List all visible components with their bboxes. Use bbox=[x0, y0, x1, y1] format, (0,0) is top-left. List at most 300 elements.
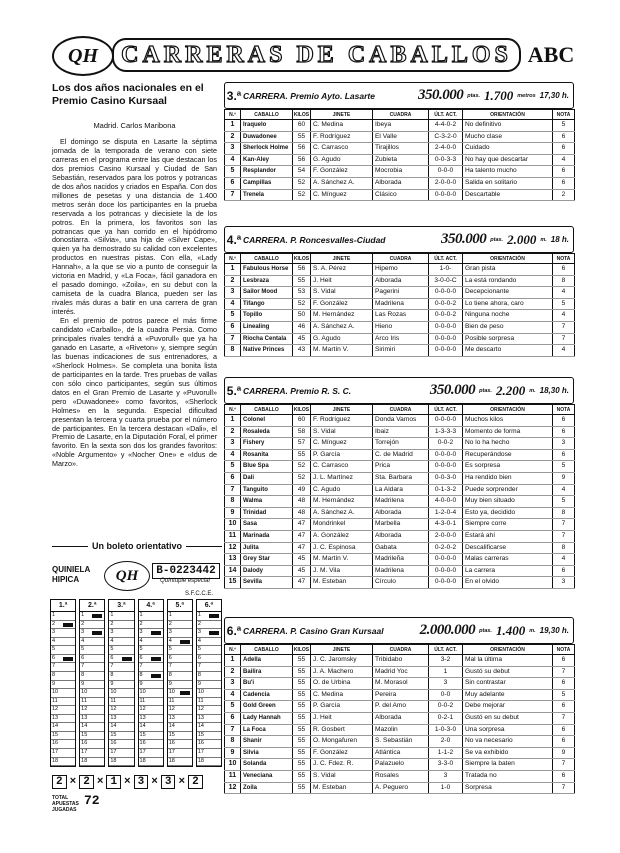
table-row bbox=[225, 298, 575, 310]
quiniela-logo: QH bbox=[104, 561, 150, 591]
column-header: KILOS bbox=[293, 406, 310, 413]
tally-value: 3 bbox=[161, 775, 176, 789]
table-row bbox=[225, 177, 575, 189]
prediction: No definitivo bbox=[463, 120, 553, 132]
table-row bbox=[225, 264, 575, 276]
quiniela-cell: 2 bbox=[109, 621, 133, 630]
stable: Donda Vamos bbox=[373, 415, 429, 427]
quiniela-cell: 4 bbox=[109, 638, 133, 647]
horse-name: Kan-Aley bbox=[241, 154, 293, 166]
quiniela-cell: 14 bbox=[139, 723, 163, 732]
prediction: Momento de forma bbox=[463, 426, 553, 438]
weight-kilos: 57 bbox=[293, 438, 311, 450]
prediction: Me descarto bbox=[463, 345, 553, 357]
last-results: 0-0-0-0 bbox=[429, 449, 463, 461]
entry-number: 12 bbox=[225, 542, 241, 554]
entry-number: 4 bbox=[225, 154, 241, 166]
jockey: F. Rodríguez bbox=[311, 131, 373, 143]
stable: Tribidabo bbox=[373, 655, 429, 667]
horse-name: Cadencia bbox=[241, 689, 293, 701]
table-row bbox=[225, 154, 575, 166]
quiniela-cell: 10 bbox=[51, 689, 75, 698]
quiniela-cell: 6 bbox=[51, 655, 75, 664]
horse-name: Shanir bbox=[241, 736, 293, 748]
entry-number: 10 bbox=[225, 759, 241, 771]
entry-number: 9 bbox=[225, 747, 241, 759]
weight-kilos: 49 bbox=[293, 484, 311, 496]
quiniela-cell: 5 bbox=[197, 646, 221, 655]
last-results: 1 bbox=[429, 666, 463, 678]
quiniela-cell: 1 bbox=[80, 612, 104, 621]
stable: Prica bbox=[373, 461, 429, 473]
column-header: ORIENTACIÓN bbox=[463, 645, 553, 655]
quiniela-cell: 1 bbox=[51, 612, 75, 621]
prediction: Siempre corre bbox=[463, 519, 553, 531]
horse-name: Fabulous Horse bbox=[241, 264, 293, 276]
quiniela-cell: 4 bbox=[80, 638, 104, 647]
rating: 7 bbox=[553, 666, 575, 678]
rating: 5 bbox=[553, 461, 575, 473]
quiniela-cell: 15 bbox=[168, 732, 192, 741]
prediction: Muy bien situado bbox=[463, 496, 553, 508]
jockey: O. Mongafuren bbox=[311, 736, 373, 748]
jockey: F. González bbox=[311, 166, 373, 178]
jockey: A. Sánchez A. bbox=[311, 507, 373, 519]
horse-name: Dali bbox=[241, 472, 293, 484]
quiniela-cell: 4 bbox=[197, 638, 221, 647]
stable: Alborada bbox=[373, 275, 429, 287]
weight-kilos: 56 bbox=[293, 154, 311, 166]
race-prize: 350.000 bbox=[441, 231, 487, 247]
quiniela-cell: 10 bbox=[80, 689, 104, 698]
horse-name: Duwadonee bbox=[241, 131, 293, 143]
prediction: Recuperándose bbox=[463, 449, 553, 461]
weight-kilos: 55 bbox=[293, 747, 311, 759]
stable: El Valle bbox=[373, 131, 429, 143]
quiniela-cell: 12 bbox=[80, 706, 104, 715]
column-header: ORIENTACIÓN bbox=[463, 254, 553, 264]
stable: Madrilena bbox=[373, 496, 429, 508]
last-results: C-3-2-0 bbox=[429, 131, 463, 143]
rating: 9 bbox=[553, 472, 575, 484]
quiniela-cell: 7 bbox=[51, 663, 75, 672]
quiniela-column bbox=[108, 599, 134, 767]
column-header: JINETE bbox=[311, 254, 373, 264]
rating: 4 bbox=[553, 554, 575, 566]
weight-kilos: 52 bbox=[293, 189, 311, 201]
last-results: 4-3-0-1 bbox=[429, 519, 463, 531]
table-row bbox=[225, 565, 575, 577]
quiniela-cell: 1 bbox=[139, 612, 163, 621]
rating: 7 bbox=[553, 782, 575, 794]
prediction: Decepcionante bbox=[463, 287, 553, 299]
entry-number: 11 bbox=[225, 770, 241, 782]
rating: 6 bbox=[553, 449, 575, 461]
jockey: C. Medina bbox=[311, 120, 373, 132]
quiniela-cell: 14 bbox=[80, 723, 104, 732]
quiniela-cell: 15 bbox=[109, 732, 133, 741]
last-results: 0-0 bbox=[429, 689, 463, 701]
quiniela-cell: 12 bbox=[197, 706, 221, 715]
column-header: CABALLO bbox=[241, 645, 293, 655]
stable: Las Rozas bbox=[373, 310, 429, 322]
horse-name: Sherlock Holme bbox=[241, 143, 293, 155]
race-prize: 350.000 bbox=[417, 87, 464, 103]
horse-name: Solanda bbox=[241, 759, 293, 771]
horse-name: Lesbraza bbox=[241, 275, 293, 287]
race-distance-label: m. bbox=[529, 627, 536, 634]
weight-kilos: 55 bbox=[293, 666, 311, 678]
rating: 6 bbox=[553, 131, 575, 143]
quiniela-cell: 3 bbox=[109, 629, 133, 638]
rating: 6 bbox=[553, 701, 575, 713]
stable: A. Peguero bbox=[373, 782, 429, 794]
race-prize-label: ptas. bbox=[490, 236, 504, 243]
weight-kilos: 45 bbox=[293, 554, 311, 566]
horse-name: Iraquelo bbox=[241, 120, 293, 132]
quiniela-cell: 14 bbox=[168, 723, 192, 732]
column-header: NOTA bbox=[553, 110, 575, 120]
last-results: 0-0-0-0 bbox=[429, 189, 463, 201]
quiniela-cell: 5 bbox=[80, 646, 104, 655]
table-row bbox=[225, 736, 575, 748]
jockey: M. Martín V. bbox=[311, 554, 373, 566]
quiniela-cell: 11 bbox=[197, 698, 221, 707]
table-row bbox=[225, 712, 575, 724]
rating: 6 bbox=[553, 166, 575, 178]
weight-kilos: 52 bbox=[293, 298, 311, 310]
prediction: Gran pista bbox=[463, 264, 553, 276]
quiniela-cell: 13 bbox=[139, 715, 163, 724]
last-results: 4-0-0-0 bbox=[429, 496, 463, 508]
quiniela-cell: 11 bbox=[168, 698, 192, 707]
entry-number: 9 bbox=[225, 507, 241, 519]
quiniela-column-head: 2.ª bbox=[80, 600, 104, 612]
jockey: J. C. Jaromsky bbox=[311, 655, 373, 667]
stable: S. Sebastián bbox=[373, 736, 429, 748]
weight-kilos: 43 bbox=[293, 345, 311, 357]
table-row bbox=[225, 321, 575, 333]
last-results: 3 bbox=[429, 770, 463, 782]
quiniela-cell: 12 bbox=[139, 706, 163, 715]
rating: 7 bbox=[553, 530, 575, 542]
quiniela-cell: 8 bbox=[197, 672, 221, 681]
multiply-sign: × bbox=[151, 776, 158, 788]
quiniela-cell: 11 bbox=[109, 698, 133, 707]
quiniela-column bbox=[138, 599, 164, 767]
column-header: NOTA bbox=[553, 645, 575, 655]
race-header bbox=[224, 226, 574, 253]
entry-number: 6 bbox=[225, 472, 241, 484]
rating: 6 bbox=[553, 736, 575, 748]
horse-name: Native Princes bbox=[241, 345, 293, 357]
rating: 6 bbox=[553, 177, 575, 189]
rating: 6 bbox=[553, 143, 575, 155]
quiniela-cell: 4 bbox=[168, 638, 192, 647]
quiniela-cell: 10 bbox=[168, 689, 192, 698]
weight-kilos: 45 bbox=[293, 333, 311, 345]
rating: 3 bbox=[553, 577, 575, 589]
entry-number: 4 bbox=[225, 449, 241, 461]
last-results: 2-0 bbox=[429, 736, 463, 748]
stable: M. Morasol bbox=[373, 678, 429, 690]
race-title: CARRERA. Premio R. S. C. bbox=[243, 385, 352, 396]
stable: Hipemo bbox=[373, 264, 429, 276]
jockey: J. C. Fdez. R. bbox=[311, 759, 373, 771]
weight-kilos: 52 bbox=[293, 177, 311, 189]
jockey: J. A. Machero bbox=[311, 666, 373, 678]
race-prize: 2.000.000 bbox=[419, 622, 476, 638]
last-results: 0-0-0-0 bbox=[429, 333, 463, 345]
last-results: 0-0-0-0 bbox=[429, 461, 463, 473]
prediction: No va necesario bbox=[463, 736, 553, 748]
quiniela-column bbox=[79, 599, 105, 767]
jockey: C. Agudo bbox=[311, 484, 373, 496]
horse-name: Grey Star bbox=[241, 554, 293, 566]
horse-name: Marinada bbox=[241, 530, 293, 542]
horse-name: Trinidad bbox=[241, 507, 293, 519]
race-distance-label: m. bbox=[540, 236, 547, 243]
table-row bbox=[225, 426, 575, 438]
quiniela-cell: 7 bbox=[109, 663, 133, 672]
race-distance-label: metros bbox=[517, 92, 536, 99]
horse-name: Trenela bbox=[241, 189, 293, 201]
column-header: N.º bbox=[225, 110, 241, 120]
quiniela-cell: 7 bbox=[168, 663, 192, 672]
race-table bbox=[224, 404, 575, 589]
table-row bbox=[225, 724, 575, 736]
multiply-sign: × bbox=[96, 776, 104, 788]
quiniela-cell: 2 bbox=[51, 621, 75, 630]
column-header: ORIENTACIÓN bbox=[463, 405, 553, 415]
weight-kilos: 55 bbox=[293, 131, 311, 143]
quiniela-cell: 6 bbox=[139, 655, 163, 664]
stable: Atlántica bbox=[373, 747, 429, 759]
weight-kilos: 55 bbox=[293, 275, 311, 287]
last-results: 0-0-0-0 bbox=[429, 345, 463, 357]
quiniela-cell: 13 bbox=[51, 715, 75, 724]
horse-name: Linealing bbox=[241, 321, 293, 333]
race-table bbox=[224, 253, 575, 357]
jockey: M. Esteban bbox=[311, 782, 373, 794]
race-card bbox=[224, 82, 574, 201]
last-results: 0-1-3-2 bbox=[429, 484, 463, 496]
stable: Alborada bbox=[373, 530, 429, 542]
race-header bbox=[224, 82, 574, 109]
stable: Mocrobia bbox=[373, 166, 429, 178]
quiniela-cell: 17 bbox=[168, 749, 192, 758]
table-row bbox=[225, 143, 575, 155]
column-header: CUADRA bbox=[373, 254, 429, 264]
quiniela-cell: 13 bbox=[168, 715, 192, 724]
quiniela-cell: 10 bbox=[197, 689, 221, 698]
rating: 7 bbox=[553, 519, 575, 531]
quiniela-cell: 17 bbox=[51, 749, 75, 758]
prediction: Sin contrastar bbox=[463, 678, 553, 690]
race-distance-label: m. bbox=[529, 387, 536, 394]
entry-number: 3 bbox=[225, 678, 241, 690]
quiniela-cell: 7 bbox=[80, 663, 104, 672]
quiniela-cell: 5 bbox=[139, 646, 163, 655]
quiniela-cell: 16 bbox=[80, 740, 104, 749]
quiniela-tally bbox=[52, 774, 222, 790]
quiniela-cell: 9 bbox=[80, 681, 104, 690]
quiniela-cell: 8 bbox=[168, 672, 192, 681]
stable: Marbella bbox=[373, 519, 429, 531]
rating: 3 bbox=[553, 438, 575, 450]
quiniela-cell: 15 bbox=[197, 732, 221, 741]
table-row bbox=[225, 166, 575, 178]
race-distance: 1.400 bbox=[495, 622, 526, 638]
column-header: ÚLT. ACT. bbox=[429, 110, 463, 120]
quiniela-label bbox=[52, 565, 102, 585]
rating: 4 bbox=[553, 310, 575, 322]
table-row bbox=[225, 519, 575, 531]
race-title: CARRERA. Premio Ayto. Lasarte bbox=[243, 90, 375, 101]
jockey: J. C. Espinosa bbox=[311, 542, 373, 554]
quiniela-cell: 2 bbox=[197, 621, 221, 630]
column-header: ÚLT. ACT. bbox=[429, 405, 463, 415]
tally-value: 1 bbox=[106, 775, 121, 789]
prediction: Salida en solitario bbox=[463, 177, 553, 189]
last-results: 0-0-0-0 bbox=[429, 287, 463, 299]
quiniela-cell: 16 bbox=[51, 740, 75, 749]
entry-number: 1 bbox=[225, 120, 241, 132]
quiniela-cell: 18 bbox=[51, 758, 75, 767]
quiniela-cell: 18 bbox=[109, 758, 133, 767]
quiniela-cell: 15 bbox=[80, 732, 104, 741]
table-row bbox=[225, 701, 575, 713]
quiniela-cell: 11 bbox=[51, 698, 75, 707]
horse-name: Sasa bbox=[241, 519, 293, 531]
quiniela-cell: 9 bbox=[168, 681, 192, 690]
table-row bbox=[225, 287, 575, 299]
last-results: 0-0-0-2 bbox=[429, 298, 463, 310]
weight-kilos: 54 bbox=[293, 166, 311, 178]
rating: 6 bbox=[553, 415, 575, 427]
abc-brand-logo: ABC bbox=[527, 42, 575, 67]
race-card bbox=[224, 226, 574, 357]
table-row bbox=[225, 655, 575, 667]
entry-number: 7 bbox=[225, 724, 241, 736]
article-byline: Madrid. Carlos Maribona bbox=[93, 121, 176, 130]
prediction: No hay que descartar bbox=[463, 154, 553, 166]
last-results: 3 bbox=[429, 678, 463, 690]
quiniela-cell: 5 bbox=[168, 646, 192, 655]
weight-kilos: 48 bbox=[293, 496, 311, 508]
quiniela-cell: 16 bbox=[139, 740, 163, 749]
quiniela-column-head: 4.ª bbox=[139, 600, 163, 612]
weight-kilos: 55 bbox=[293, 449, 311, 461]
horse-name: Rosanita bbox=[241, 449, 293, 461]
quiniela-column bbox=[196, 599, 222, 767]
prediction: Malas carreras bbox=[463, 554, 553, 566]
rating: 6 bbox=[553, 724, 575, 736]
quiniela-cell: 12 bbox=[109, 706, 133, 715]
entry-number: 2 bbox=[225, 275, 241, 287]
last-results: 0-0-0-0 bbox=[429, 321, 463, 333]
rating: 7 bbox=[553, 712, 575, 724]
quiniela-cell: 18 bbox=[139, 758, 163, 767]
jockey: S. Vidal bbox=[311, 770, 373, 782]
race-time: 18 h. bbox=[550, 235, 569, 244]
table-row bbox=[225, 759, 575, 771]
entry-number: 13 bbox=[225, 554, 241, 566]
table-row bbox=[225, 554, 575, 566]
prediction: Ha talento mucho bbox=[463, 166, 553, 178]
entry-number: 8 bbox=[225, 345, 241, 357]
quiniela-cell: 14 bbox=[197, 723, 221, 732]
quiniela-cell: 2 bbox=[168, 621, 192, 630]
quiniela-column-head: 6.ª bbox=[197, 600, 221, 612]
quiniela-cell: 8 bbox=[109, 672, 133, 681]
boleto-heading bbox=[52, 541, 222, 551]
jockey: C. Mínguez bbox=[311, 189, 373, 201]
stable: Clásico bbox=[373, 189, 429, 201]
rating: 6 bbox=[553, 770, 575, 782]
quiniela-column-head: 1.ª bbox=[51, 600, 75, 612]
race-distance: 1.700 bbox=[484, 87, 514, 103]
table-row bbox=[225, 678, 575, 690]
jockey: P. García bbox=[311, 449, 373, 461]
entry-number: 2 bbox=[225, 426, 241, 438]
quiniela-cell: 3 bbox=[139, 629, 163, 638]
last-results: 0-0-2 bbox=[429, 438, 463, 450]
jockey: C. Medina bbox=[311, 689, 373, 701]
stable: Madrilena bbox=[373, 565, 429, 577]
entry-number: 4 bbox=[225, 689, 241, 701]
jockey: C. Carrasco bbox=[311, 461, 373, 473]
race-prize-label: ptas. bbox=[479, 627, 492, 634]
jockey: S. A. Pérez bbox=[311, 264, 373, 276]
column-header: CUADRA bbox=[373, 645, 429, 655]
rating: 7 bbox=[553, 333, 575, 345]
quiniela-cell: 14 bbox=[109, 723, 133, 732]
quiniela-cell: 18 bbox=[168, 758, 192, 767]
prediction: Muchos kilos bbox=[463, 415, 553, 427]
column-header: ÚLT. ACT. bbox=[429, 254, 463, 264]
table-row bbox=[225, 577, 575, 589]
entry-number: 8 bbox=[225, 736, 241, 748]
stable: Madrilena bbox=[373, 298, 429, 310]
jockey: G. Agudo bbox=[311, 154, 373, 166]
stable: C. de Madrid bbox=[373, 449, 429, 461]
prediction: Mal la última bbox=[463, 655, 553, 667]
quiniela-cell: 4 bbox=[139, 638, 163, 647]
jockey: A. Sánchez A. bbox=[311, 321, 373, 333]
quiniela-cell: 9 bbox=[139, 681, 163, 690]
qh-logo: QH bbox=[52, 36, 114, 76]
last-results: 0-0-3-3 bbox=[429, 154, 463, 166]
quiniela-cell: 6 bbox=[109, 655, 133, 664]
horse-name: Gold Green bbox=[241, 701, 293, 713]
last-results: 0-0-0-0 bbox=[429, 415, 463, 427]
quiniela-cell: 6 bbox=[197, 655, 221, 664]
horse-name: Topillo bbox=[241, 310, 293, 322]
quiniela-grid bbox=[50, 599, 222, 767]
stable: Zubieta bbox=[373, 154, 429, 166]
horse-name: Sailor Mood bbox=[241, 287, 293, 299]
jockey: S. Vidal bbox=[311, 426, 373, 438]
table-row bbox=[225, 747, 575, 759]
last-results: 0-0-0-0 bbox=[429, 577, 463, 589]
total-label: TOTAL APUESTAS JUGADAS bbox=[52, 795, 79, 813]
horse-name: Tanguito bbox=[241, 484, 293, 496]
entry-number: 3 bbox=[225, 438, 241, 450]
entry-number: 7 bbox=[225, 189, 241, 201]
entry-number: 2 bbox=[225, 131, 241, 143]
prediction: Descalificarse bbox=[463, 542, 553, 554]
